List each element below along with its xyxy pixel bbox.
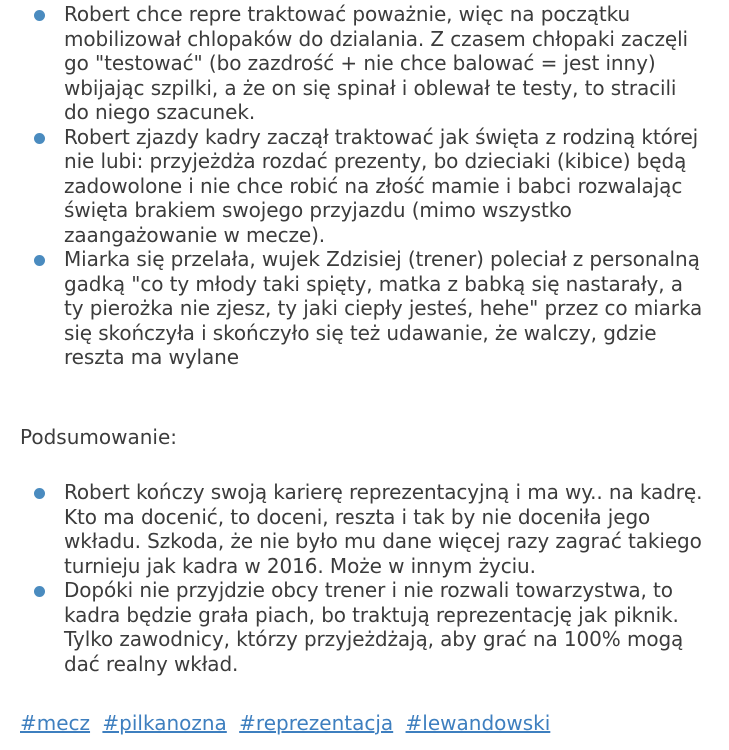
bullet-list-summary [0, 480, 729, 676]
list-item-text: Dopóki nie przyjdzie obcy trener i nie rozwali towarzystwa, to kadra będzie grała piach, bo traktują reprezentację jak piknik. Tylko zawodnicy, którzy przyjeżdżają, aby grać na 100% mogą dać realny wkład. [64, 578, 684, 676]
list-item [0, 2, 729, 125]
hashtag-link-mecz[interactable]: #mecz [20, 711, 91, 735]
list-item-text: Robert chce repre traktować poważnie, więc na początku mobilizował chlopaków do dzialania. Z czasem chłopaki zaczęli go "testować" (bo zazdrość + nie chce balować = jest inny) wbijając szpilki, a że on się spinał i oblewał te testy, to stracili do niego szacunek. [64, 2, 688, 124]
bullet-icon [34, 133, 45, 144]
list-item-text: Miarka się przelała, wujek Zdzisiej (trener) poleciał z personalną gadką "co ty młody taki spięty, matka z babką się nastarały, a ty pierożka nie zjesz, ty jaki ciepły jesteś, hehe" przez co miarka się skończyła i skończyło się też udawanie, że walczy, gdzie reszta ma wylane [64, 247, 703, 369]
bullet-icon [34, 586, 45, 597]
list-item [0, 125, 729, 248]
list-item-text: Robert kończy swoją karierę reprezentacyjną i ma wy.. na kadrę. Kto ma docenić, to doceni, reszta i tak by nie doceniła jego wkładu. Szkoda, że nie było mu dane więcej razy zagrać takiego turnieju jak kadra w 2016. Może w innym życiu. [64, 480, 703, 578]
bullet-icon [34, 10, 45, 21]
bullet-icon [34, 488, 45, 499]
summary-heading: Podsumowanie: [20, 425, 177, 449]
bullet-icon [34, 255, 45, 266]
hashtag-link-reprezentacja[interactable]: #reprezentacja [239, 711, 394, 735]
list-item [0, 480, 729, 578]
hashtag-row [20, 711, 556, 735]
list-item [0, 578, 729, 676]
hashtag-link-lewandowski[interactable]: #lewandowski [405, 711, 551, 735]
bullet-list-first [0, 2, 729, 370]
list-item-text: Robert zjazdy kadry zaczął traktować jak święta z rodziną której nie lubi: przyjeżdża rozdać prezenty, bo dzieciaki (kibice) będą zadowolone i nie chce robić na złość mamie i babci rozwalając święta brakiem swojego przyjazdu (mimo wszystko zaangażowanie w mecze). [64, 124, 699, 247]
hashtag-link-pilkanozna[interactable]: #pilkanozna [102, 711, 227, 735]
list-item [0, 247, 729, 370]
